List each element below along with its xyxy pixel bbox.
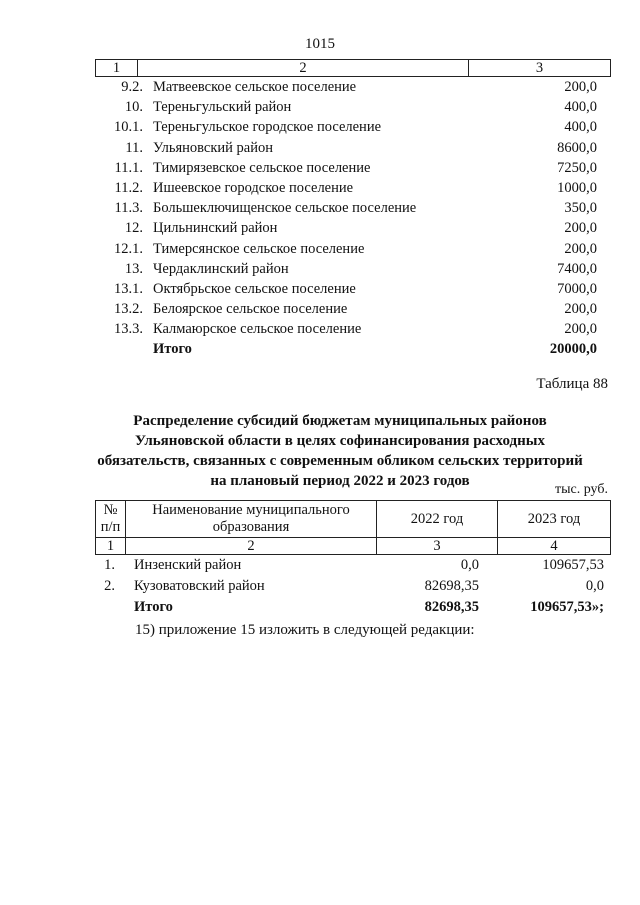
- subsidy-table-88: [95, 500, 611, 618]
- row-number: 11.1.: [114, 159, 143, 176]
- index-col-4: 4: [550, 538, 558, 554]
- table-row: [95, 555, 611, 576]
- header-col-3: 3: [535, 60, 544, 76]
- amendment-text: 15) приложение 15 изложить в следующей редакции:: [135, 622, 475, 638]
- subsidy-amount: 7400,0: [557, 260, 597, 277]
- row-number: 1.: [104, 557, 115, 573]
- table-row: [95, 117, 611, 137]
- row-number: 11.2.: [114, 179, 143, 196]
- row-number: 12.: [124, 220, 143, 237]
- table-body: [95, 555, 611, 597]
- heading-line: на плановый период 2022 и 2023 годов: [210, 473, 470, 489]
- table-row: [95, 158, 611, 178]
- table-row: [95, 299, 611, 319]
- page-number: 1015: [305, 36, 335, 52]
- subsidy-amount: 200,0: [564, 220, 597, 237]
- row-number: 12.1.: [114, 240, 143, 257]
- table-row: [95, 218, 611, 238]
- table-total-row: [95, 339, 611, 359]
- municipality-name: Тереньгульский район: [153, 99, 292, 116]
- total-label: Итого: [153, 341, 192, 358]
- table-total-row: [95, 597, 611, 618]
- heading-line: Распределение субсидий бюджетам муниципальных районов: [133, 413, 547, 429]
- header-name: Наименование муниципального образования: [126, 501, 377, 537]
- subsidy-amount: 200,0: [564, 321, 597, 338]
- amount-2023: 0,0: [585, 578, 604, 594]
- subsidy-table-continued: [95, 59, 611, 360]
- index-col-1: 1: [96, 538, 126, 554]
- amount-2022: 82698,35: [424, 578, 479, 594]
- municipality-name: Инзенский район: [134, 557, 242, 573]
- municipality-name: Ульяновский район: [153, 139, 274, 156]
- column-index-row: [95, 538, 611, 555]
- table-header-row: [95, 59, 611, 77]
- municipality-name: Калмаюрское сельское поселение: [153, 321, 362, 338]
- subsidy-amount: 400,0: [564, 99, 597, 116]
- amount-2022: 0,0: [460, 557, 479, 573]
- row-number: 11.3.: [114, 200, 143, 217]
- municipality-name: Матвеевское сельское поселение: [153, 79, 357, 95]
- total-2022: 82698,35: [424, 599, 479, 615]
- municipality-name: Кузоватовский район: [134, 578, 265, 594]
- total-num: [95, 597, 124, 618]
- municipality-name: Чердаклинский район: [153, 260, 289, 277]
- municipality-name: Тимерсянское сельское поселение: [153, 240, 365, 257]
- row-number: 13.3.: [114, 321, 143, 338]
- table-row: [95, 279, 611, 299]
- municipality-name: Белоярское сельское поселение: [153, 301, 348, 318]
- heading-line: обязательств, связанных с современным обликом сельских территорий: [97, 453, 583, 469]
- total-num: [85, 339, 147, 359]
- table-body: [95, 77, 611, 339]
- subsidy-amount: 7250,0: [557, 159, 597, 176]
- subsidy-amount: 1000,0: [557, 179, 597, 196]
- amount-2023: 109657,53: [542, 557, 604, 573]
- municipality-name: Октябрьское сельское поселение: [153, 280, 356, 297]
- row-number: 9.2.: [121, 79, 143, 95]
- table-row: [95, 576, 611, 597]
- row-number: 13.: [124, 260, 143, 277]
- table-row: [95, 178, 611, 198]
- municipality-name: Цильнинский район: [153, 220, 278, 237]
- table-row: [95, 198, 611, 218]
- table-row: [95, 97, 611, 117]
- municipality-name: Большеключищенское сельское поселение: [153, 200, 417, 217]
- subsidy-amount: 350,0: [564, 200, 597, 217]
- row-number: 13.1.: [114, 280, 143, 297]
- index-col-2: 2: [126, 538, 377, 554]
- total-value: 20000,0: [549, 341, 597, 358]
- municipality-name: Тереньгульское городское поселение: [153, 119, 382, 136]
- total-label: Итого: [134, 599, 173, 615]
- header-col-2: 2: [138, 60, 469, 76]
- table-row: [95, 138, 611, 158]
- index-col-3: 3: [377, 538, 498, 554]
- subsidy-amount: 200,0: [564, 79, 597, 95]
- subsidy-amount: 200,0: [564, 240, 597, 257]
- table-header-row: [95, 500, 611, 538]
- row-number: 10.1.: [114, 119, 143, 136]
- row-number: 2.: [104, 578, 115, 594]
- table-row: [95, 239, 611, 259]
- municipality-name: Ишеевское городское поселение: [153, 179, 354, 196]
- municipality-name: Тимирязевское сельское поселение: [153, 159, 371, 176]
- total-2023: 109657,53»;: [530, 599, 604, 615]
- row-number: 13.2.: [114, 301, 143, 318]
- table-row: [95, 319, 611, 339]
- table-caption: Таблица 88: [536, 376, 608, 392]
- header-2023: 2023 год: [527, 510, 581, 527]
- units-label: тыс. руб.: [555, 482, 608, 497]
- table-row: [95, 259, 611, 279]
- subsidy-amount: 8600,0: [557, 139, 597, 156]
- header-2022: 2022 год: [377, 501, 498, 537]
- heading-line: Ульяновской области в целях софинансирования расходных: [135, 433, 545, 449]
- table-heading: [70, 411, 610, 491]
- subsidy-amount: 200,0: [564, 301, 597, 318]
- subsidy-amount: 7000,0: [557, 280, 597, 297]
- row-number: 11.: [125, 139, 143, 156]
- header-col-1: 1: [96, 60, 138, 76]
- subsidy-amount: 400,0: [564, 119, 597, 136]
- header-num: № п/п: [96, 501, 126, 537]
- table-row: [95, 77, 611, 97]
- row-number: 10.: [124, 99, 143, 116]
